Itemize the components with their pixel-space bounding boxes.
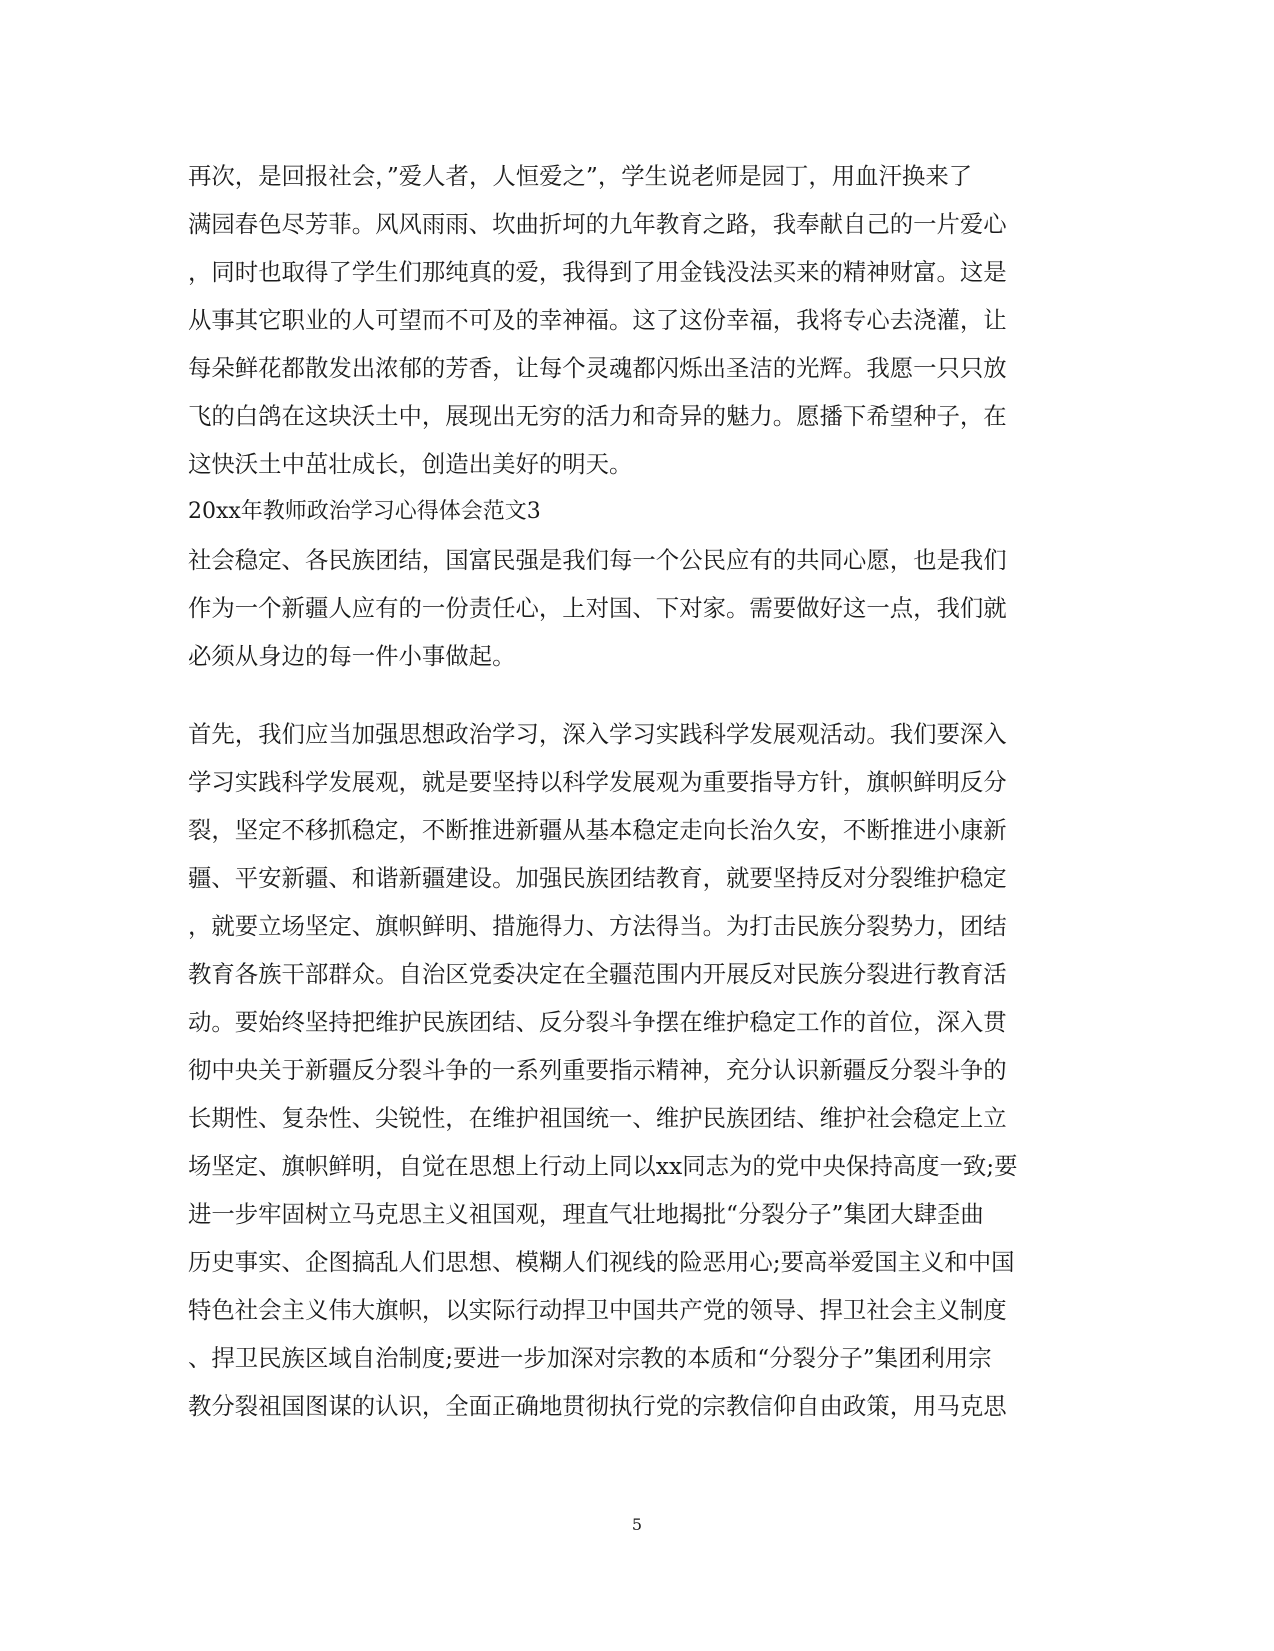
paragraph-2 — [188, 536, 1068, 680]
paragraph-1-line: 从事其它职业的人可望而不可及的幸神福。这了这份幸福，我将专心去浇灌，让 — [188, 306, 1007, 334]
paragraph-3-line: 、捍卫民族区域自治制度;要进一步加深对宗教的本质和“分裂分子”集团利用宗 — [188, 1344, 992, 1372]
paragraph-3-line: 进一步牢固树立马克思主义祖国观，理直气壮地揭批“分裂分子”集团大肆歪曲 — [188, 1200, 984, 1228]
page-number: 5 — [631, 1515, 643, 1534]
paragraph-3 — [188, 710, 1068, 1430]
section-heading: 20xx年教师政治学习心得体会范文3 — [188, 499, 541, 524]
paragraph-3-line: 场坚定、旗帜鲜明，自觉在思想上行动上同以xx同志为的党中央保持高度一致;要 — [188, 1152, 1018, 1180]
paragraph-3-line: 历史事实、企图搞乱人们思想、模糊人们视线的险恶用心;要高举爱国主义和中国 — [188, 1248, 1015, 1276]
paragraph-1-line: ，同时也取得了学生们那纯真的爱，我得到了用金钱没法买来的精神财富。这是 — [188, 258, 1007, 286]
paragraph-3-line: 特色社会主义伟大旗帜，以实际行动捍卫中国共产党的领导、捍卫社会主义制度 — [188, 1296, 1007, 1324]
paragraph-1-line: 再次，是回报社会，”爱人者，人恒爱之”，学生说老师是园丁，用血汗换来了 — [188, 162, 973, 190]
paragraph-2-line: 社会稳定、各民族团结，国富民强是我们每一个公民应有的共同心愿，也是我们 — [188, 546, 1007, 574]
paragraph-1-line: 飞的白鸽在这块沃土中，展现出无穷的活力和奇异的魅力。愿播下希望种子，在 — [188, 402, 1007, 430]
paragraph-3-line: 疆、平安新疆、和谐新疆建设。加强民族团结教育，就要坚持反对分裂维护稳定 — [188, 864, 1007, 892]
paragraph-1-line: 满园春色尽芳菲。风风雨雨、坎曲折坷的九年教育之路，我奉献自己的一片爱心 — [188, 210, 1007, 238]
paragraph-3-line: 彻中央关于新疆反分裂斗争的一系列重要指示精神，充分认识新疆反分裂斗争的 — [188, 1056, 1007, 1084]
paragraph-3-line: 学习实践科学发展观，就是要坚持以科学发展观为重要指导方针，旗帜鲜明反分 — [188, 768, 1007, 796]
paragraph-1-line: 每朵鲜花都散发出浓郁的芳香，让每个灵魂都闪烁出圣洁的光辉。我愿一只只放 — [188, 354, 1007, 382]
paragraph-3-line: 长期性、复杂性、尖锐性，在维护祖国统一、维护民族团结、维护社会稳定上立 — [188, 1104, 1007, 1132]
paragraph-3-line: 裂，坚定不移抓稳定，不断推进新疆从基本稳定走向长治久安，不断推进小康新 — [188, 816, 1007, 844]
paragraph-2-line: 必须从身边的每一件小事做起。 — [188, 642, 516, 670]
paragraph-3-line: ，就要立场坚定、旗帜鲜明、措施得力、方法得当。为打击民族分裂势力，团结 — [188, 912, 1007, 940]
paragraph-3-line: 教分裂祖国图谋的认识，全面正确地贯彻执行党的宗教信仰自由政策，用马克思 — [188, 1392, 1007, 1420]
section-heading-block — [188, 488, 1068, 536]
paragraph-3-line: 动。要始终坚持把维护民族团结、反分裂斗争摆在维护稳定工作的首位，深入贯 — [188, 1008, 1007, 1036]
paragraph-1-line: 这快沃土中茁壮成长，创造出美好的明天。 — [188, 450, 633, 478]
paragraph-2-line: 作为一个新疆人应有的一份责任心，上对国、下对家。需要做好这一点，我们就 — [188, 594, 1007, 622]
paragraph-3-line: 教育各族干部群众。自治区党委决定在全疆范围内开展反对民族分裂进行教育活 — [188, 960, 1007, 988]
paragraph-3-line: 首先，我们应当加强思想政治学习，深入学习实践科学发展观活动。我们要深入 — [188, 720, 1007, 748]
paragraph-1 — [188, 152, 1068, 488]
